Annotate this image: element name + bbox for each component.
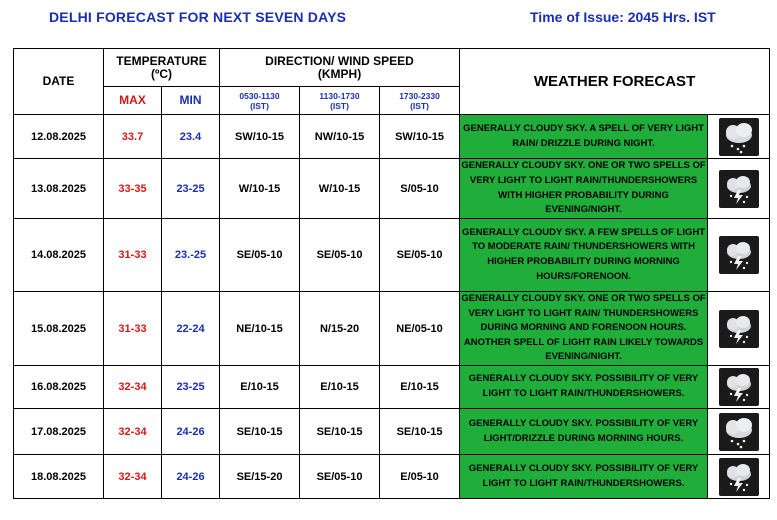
- cell-wind-slot1: SE/15-20: [220, 455, 300, 499]
- cell-wind-slot3: SE/05-10: [380, 219, 460, 292]
- slot1-label: 0530-1130: [239, 90, 280, 101]
- header-temperature-unit: (ºC): [150, 66, 173, 81]
- header-wind: [220, 49, 460, 87]
- table-row: [14, 366, 770, 409]
- cell-wind-slot2: SE/05-10: [300, 455, 380, 499]
- cell-date: 18.08.2025: [14, 455, 104, 499]
- cell-date: 16.08.2025: [14, 366, 104, 409]
- cell-forecast: GENERALLY CLOUDY SKY. A SPELL OF VERY LIGHT RAIN/ DRIZZLE DURING NIGHT.: [460, 115, 708, 159]
- cell-icon: [708, 159, 770, 219]
- cell-wind-slot1: SW/10-15: [220, 115, 300, 159]
- cell-wind-slot1: NE/10-15: [220, 292, 300, 366]
- cell-wind-slot2: N/15-20: [300, 292, 380, 366]
- header-min: MIN: [162, 87, 220, 115]
- cell-wind-slot1: W/10-15: [220, 159, 300, 219]
- header-wind-unit: (KMPH): [317, 66, 362, 81]
- cell-min: 23.-25: [162, 219, 220, 292]
- cell-wind-slot3: SW/10-15: [380, 115, 460, 159]
- cell-forecast: GENERALLY CLOUDY SKY. A FEW SPELLS OF LIGHT TO MODERATE RAIN/ THUNDERSHOWERS WITH HIGHER PROBABILITY DURING MORNING HOURS/FORENOON.: [460, 219, 708, 292]
- cell-wind-slot3: NE/05-10: [380, 292, 460, 366]
- cell-min: 22-24: [162, 292, 220, 366]
- thunderstorm-icon: [719, 310, 759, 348]
- cell-min: 23-25: [162, 366, 220, 409]
- cell-forecast: GENERALLY CLOUDY SKY. POSSIBILITY OF VERY LIGHT/DRIZZLE DURING MORNING HOURS.: [460, 409, 708, 455]
- cell-max: 33.7: [104, 115, 162, 159]
- table-row: [14, 115, 770, 159]
- title-bar: [0, 0, 777, 40]
- table-row: [14, 455, 770, 499]
- cell-min: 23-25: [162, 159, 220, 219]
- forecast-table: [13, 48, 770, 499]
- cell-date: 17.08.2025: [14, 409, 104, 455]
- cloud-drizzle-icon: [719, 413, 759, 451]
- thunderstorm-icon: [719, 236, 759, 274]
- cell-min: 23.4: [162, 115, 220, 159]
- cell-max: 33-35: [104, 159, 162, 219]
- cell-max: 32-34: [104, 366, 162, 409]
- table-row: [14, 409, 770, 455]
- cell-icon: [708, 366, 770, 409]
- thunderstorm-icon: [719, 458, 759, 496]
- thunderstorm-icon: [719, 368, 759, 406]
- cell-forecast: GENERALLY CLOUDY SKY. ONE OR TWO SPELLS OF VERY LIGHT TO LIGHT RAIN/THUNDERSHOWERS WITH HIGHER PROBABILITY DURING EVENING/NIGHT.: [460, 159, 708, 219]
- header-forecast: WEATHER FORECAST: [460, 49, 770, 115]
- cell-max: 32-34: [104, 455, 162, 499]
- issue-time: Time of Issue: 2045 Hrs. IST: [530, 9, 716, 25]
- cell-min: 24-26: [162, 409, 220, 455]
- cell-wind-slot2: E/10-15: [300, 366, 380, 409]
- header-temperature-label: TEMPERATURE: [116, 53, 207, 68]
- cell-min: 24-26: [162, 455, 220, 499]
- cell-forecast: GENERALLY CLOUDY SKY. POSSIBILITY OF VERY LIGHT TO LIGHT RAIN/THUNDERSHOWERS.: [460, 455, 708, 499]
- cell-forecast: GENERALLY CLOUDY SKY. ONE OR TWO SPELLS OF VERY LIGHT TO LIGHT RAIN/ THUNDERSHOWERS DURING MORNING AND FORENOON HOURS. ANOTHER SPELL OF LIGHT RAIN LIKELY TOWARDS EVENING/NIGHT.: [460, 292, 708, 366]
- cell-icon: [708, 115, 770, 159]
- cloud-drizzle-icon: [719, 118, 759, 156]
- cell-wind-slot3: E/05-10: [380, 455, 460, 499]
- cell-max: 31-33: [104, 219, 162, 292]
- header-max: MAX: [104, 87, 162, 115]
- cell-wind-slot2: SE/05-10: [300, 219, 380, 292]
- slot1-unit: (IST): [250, 100, 269, 111]
- cell-date: 12.08.2025: [14, 115, 104, 159]
- header-slot1: [220, 87, 300, 115]
- cell-wind-slot3: S/05-10: [380, 159, 460, 219]
- thunderstorm-icon: [719, 170, 759, 208]
- table-row: [14, 159, 770, 219]
- slot2-label: 1130-1730: [319, 90, 360, 101]
- cell-wind-slot2: SE/10-15: [300, 409, 380, 455]
- cell-max: 31-33: [104, 292, 162, 366]
- header-date: DATE: [14, 49, 104, 115]
- header-slot3: [380, 87, 460, 115]
- cell-wind-slot3: SE/10-15: [380, 409, 460, 455]
- cell-wind-slot2: NW/10-15: [300, 115, 380, 159]
- slot3-unit: (IST): [410, 100, 429, 111]
- page-title: DELHI FORECAST FOR NEXT SEVEN DAYS: [49, 9, 347, 25]
- cell-date: 14.08.2025: [14, 219, 104, 292]
- table-row: [14, 292, 770, 366]
- slot3-label: 1730-2330: [399, 90, 440, 101]
- table-row: [14, 219, 770, 292]
- cell-icon: [708, 292, 770, 366]
- cell-wind-slot3: E/10-15: [380, 366, 460, 409]
- cell-wind-slot1: SE/05-10: [220, 219, 300, 292]
- header-temperature: [104, 49, 220, 87]
- header-slot2: [300, 87, 380, 115]
- header-wind-label: DIRECTION/ WIND SPEED: [265, 53, 414, 68]
- cell-date: 15.08.2025: [14, 292, 104, 366]
- cell-forecast: GENERALLY CLOUDY SKY. POSSIBILITY OF VERY LIGHT TO LIGHT RAIN/THUNDERSHOWERS.: [460, 366, 708, 409]
- cell-icon: [708, 409, 770, 455]
- cell-wind-slot1: E/10-15: [220, 366, 300, 409]
- slot2-unit: (IST): [330, 100, 349, 111]
- cell-wind-slot2: W/10-15: [300, 159, 380, 219]
- cell-wind-slot1: SE/10-15: [220, 409, 300, 455]
- cell-date: 13.08.2025: [14, 159, 104, 219]
- cell-max: 32-34: [104, 409, 162, 455]
- cell-icon: [708, 455, 770, 499]
- cell-icon: [708, 219, 770, 292]
